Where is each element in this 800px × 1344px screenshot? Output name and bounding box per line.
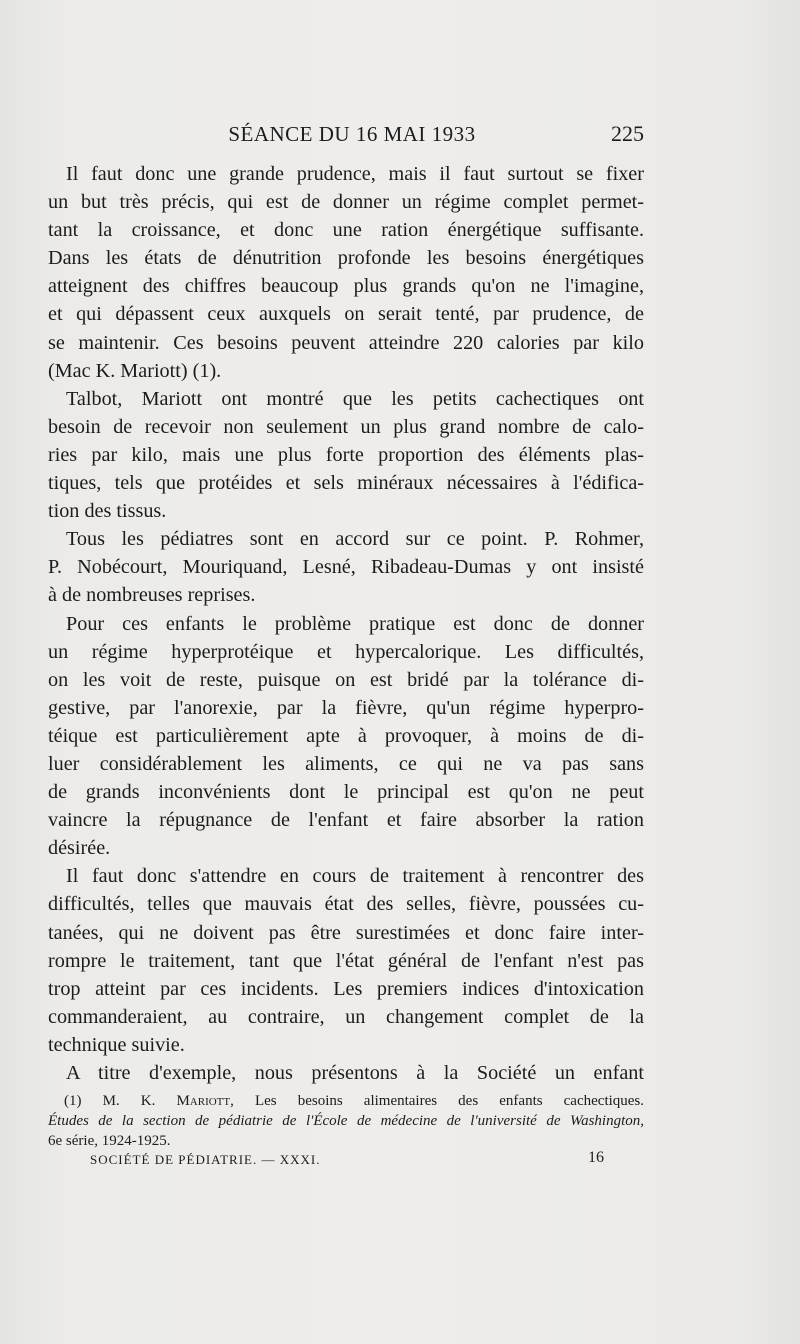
footnote-line-1 (48, 1091, 644, 1111)
text-line: ries par kilo, mais une plus forte proportion des éléments plas- (48, 443, 644, 466)
text-line: à de nombreuses reprises. (48, 584, 256, 607)
text-line: téique est particulièrement apte à provoquer, à moins de di- (48, 724, 644, 747)
text-line: un but très précis, qui est de donner un régime complet permet- (48, 191, 644, 214)
text-line: tiques, tels que protéides et sels minéraux nécessaires à l'édifica- (48, 472, 644, 495)
page-header (60, 118, 644, 150)
text-line: on les voit de reste, puisque on est bridé par la tolérance di- (48, 668, 644, 691)
text-line: tion des tissus. (48, 500, 167, 523)
text-line: technique suivie. (48, 1033, 185, 1056)
text-line: Dans les états de dénutrition profonde les besoins énergétiques (48, 247, 644, 270)
signature-mark: SOCIÉTÉ DE PÉDIATRIE. — XXXI. (90, 1152, 321, 1167)
footnote-line-3: 6e série, 1924-1925. (48, 1133, 171, 1149)
text-line: tant la croissance, et donc une ration énergétique suffisante. (48, 219, 644, 242)
text-line: Il faut donc une grande prudence, mais il faut surtout se fixer (66, 163, 644, 185)
footnote-author-name: Mariott (176, 1093, 231, 1109)
text-line: difficultés, telles que mauvais état des selles, fièvre, poussées cu- (48, 893, 644, 916)
text-line: se maintenir. Ces besoins peuvent atteindre 220 calories par kilo (48, 331, 644, 354)
text-line: un régime hyperprotéique et hypercalorique. Les difficultés, (48, 640, 644, 663)
text-line: commanderaient, au contraire, un changement complet de la (48, 1005, 644, 1028)
paragraph (48, 1059, 644, 1087)
text-line: Tous les pédiatres sont en accord sur ce point. P. Rohmer, (66, 528, 644, 551)
text-line: atteignent des chiffres beaucoup plus grands qu'on ne l'imagine, (48, 275, 644, 298)
page-number: 225 (611, 121, 644, 146)
footnote-author-initials: M. K. (102, 1093, 156, 1109)
paragraph (48, 610, 644, 863)
text-line: désirée. (48, 837, 111, 860)
signature-number: 16 (588, 1149, 604, 1166)
text-line: luer considérablement les aliments, ce qui ne va pas sans (48, 752, 644, 775)
text-line: de grands inconvénients dont le principal est qu'on ne peut (48, 781, 644, 804)
text-line: et qui dépassent ceux auxquels on serait tenté, par prudence, de (48, 303, 644, 326)
running-head: SÉANCE DU 16 MAI 1933 (228, 122, 476, 146)
text-line: vaincre la répugnance de l'enfant et faire absorber la ration (48, 809, 644, 832)
text-line: tanées, qui ne doivent pas être surestimées et donc faire inter- (48, 921, 644, 944)
footnote (48, 1091, 644, 1151)
text-line: Pour ces enfants le problème pratique est donc de donner (66, 612, 644, 635)
footnote-line-2: Études de la section de pédiatrie de l'École de médecine de l'université de Washington, (48, 1113, 644, 1129)
footnote-title: , Les besoins alimentaires des enfants cachectiques. (230, 1093, 645, 1109)
text-line: besoin de recevoir non seulement un plus grand nombre de calo- (48, 415, 644, 438)
text-line: Talbot, Mariott ont montré que les petits cachectiques ont (66, 387, 644, 410)
text-line: trop atteint par ces incidents. Les premiers indices d'intoxication (48, 977, 644, 1000)
paragraph (48, 862, 644, 1059)
paragraph (48, 160, 644, 385)
text-line: rompre le traitement, tant que l'état général de l'enfant n'est pas (48, 949, 644, 972)
paragraph (48, 385, 644, 525)
footnote-marker: (1) (64, 1093, 82, 1109)
text-line: P. Nobécourt, Mouriquand, Lesné, Ribadeau-Dumas y ont insisté (48, 556, 644, 579)
text-line: gestive, par l'anorexie, par la fièvre, qu'un régime hyperpro- (48, 696, 644, 719)
text-line: A titre d'exemple, nous présentons à la Société un enfant (66, 1062, 644, 1084)
text-line: Il faut donc s'attendre en cours de traitement à rencontrer des (66, 865, 644, 888)
text-line: (Mac K. Mariott) (1). (48, 359, 222, 382)
paragraph (48, 525, 644, 609)
body-text (48, 160, 644, 1087)
